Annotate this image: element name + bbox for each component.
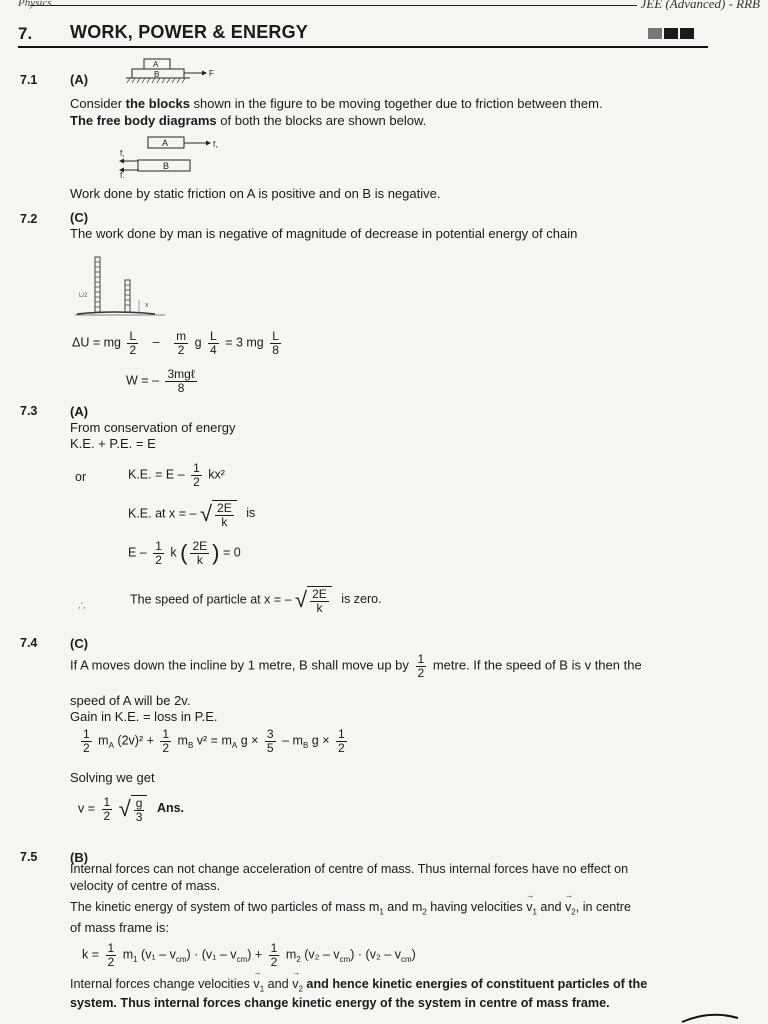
question-number: 7.5: [20, 850, 38, 864]
q75-line1: Internal forces can not change acceleration of centre of mass. Thus internal forces have no effect on: [70, 862, 629, 876]
speed-result: v = $\frac{1}{2}$ √ $\frac{g}{3}$ Ans.: [78, 795, 185, 824]
q75-line4: of mass frame is:: [70, 920, 169, 935]
page-curl-decoration: [680, 1008, 740, 1024]
q73-line2: K.E. + P.E. = E: [70, 436, 156, 451]
q75-line3: The kinetic energy of system of two particles of mass $m_1$ and $m_2$ having velocities → $v_1$ and → $v_2$, in centre: [70, 900, 631, 917]
fig-l-label: L/2: [79, 293, 88, 299]
question-number: 7.1: [20, 73, 38, 87]
header-rule: [30, 5, 740, 6]
answer-option: (A): [70, 404, 89, 419]
answer-option: (B): [70, 850, 89, 865]
chapter-title: WORK, POWER & ENERGY: [70, 22, 309, 42]
ke-at-x-line: K.E. at x = – √ $\frac{2E}{k}$ is: [128, 501, 256, 529]
fig-block-a-label: A: [153, 60, 159, 69]
question-number: 7.2: [20, 212, 38, 226]
fbd-f2-label: f,: [120, 149, 125, 158]
chapter-number: 7.: [18, 24, 33, 43]
q73-line1: From conservation of energy: [70, 420, 236, 435]
speed-conclusion: The speed of particle at x = – √ $\frac{2E}{k}$ is zero.: [130, 587, 382, 615]
answer-option: (A): [70, 72, 89, 87]
q72-statement: The work done by man is negative of magnitude of decrease in potential energy of chain: [70, 226, 578, 241]
answer-option: (C): [70, 636, 89, 651]
work-equation: W = – $\frac{\text{3mgℓ}}{8}$: [126, 367, 195, 395]
energy-check-equation: E – $\frac{1}{2}$ k ( $\frac{2E}{k}$ ) = 0: [128, 539, 241, 567]
q74-line2: speed of A will be 2v.: [70, 693, 191, 708]
series-label: JEE (Advanced) - RRB: [637, 0, 760, 12]
fbd-f1-label: f,: [213, 140, 218, 149]
cm-kinetic-energy-equation: k = $\frac{1}{2}$ $m_1$ $(v_1 - v_{cm}) \cdot (v_1 - v_{cm})$ + $\frac{1}{2}$ $m_2$ $(v_2 - v_{cm}) \cdot (v_2 - v_{cm})$: [82, 941, 416, 969]
q71-line1: Consider the blocks shown in the figure to be moving together due to friction between them.: [70, 96, 603, 111]
q75-line6: system. Thus internal forces change kinetic energy of the system in centre of mass frame.: [70, 996, 610, 1010]
question-number: 7.3: [20, 404, 38, 418]
chapter-rule: [18, 46, 708, 48]
therefore-symbol: ∴: [78, 599, 86, 613]
q71-conclusion: Work done by static friction on A is positive and on B is negative.: [70, 186, 441, 201]
chapter-decoration-icon: [646, 27, 694, 42]
q74-line1: If A moves down the incline by 1 metre, B shall move up by $\frac{1}{2}$ metre. If the speed of B is v then the: [70, 652, 642, 680]
or-label: or: [75, 470, 87, 484]
question-number: 7.4: [20, 636, 38, 650]
subject-label: Physics: [18, 0, 52, 9]
fbd-b-label: B: [163, 161, 170, 171]
fig-x-label: x: [145, 302, 149, 309]
q74-line3: Gain in K.E. = loss in P.E.: [70, 709, 218, 724]
q71-line2: The free body diagrams of both the blocks are shown below.: [70, 113, 427, 128]
answer-option: (C): [70, 210, 89, 225]
fbd-a-label: A: [162, 138, 169, 148]
blocks-friction-figure: [122, 56, 222, 88]
energy-balance-equation: $\frac{1}{2}$ $m_A$ (2v)² + $\frac{1}{2}$ $m_B$ $v^2 = m_A$ g × $\frac{3}{5}$ – $m_B$ g × $\frac{1}{2}$: [83, 727, 345, 755]
delta-u-equation: ΔU = mg $\frac{L}{2}$ – $\frac{m}{2}$ g $\frac{L}{4}$ = 3 mg $\frac{L}{8}$: [72, 329, 279, 357]
q74-solving: Solving we get: [70, 770, 155, 785]
chain-figure: [75, 252, 170, 322]
free-body-diagram: [118, 134, 228, 178]
q75-line2: velocity of centre of mass.: [70, 878, 221, 893]
fig-block-b-label: B: [154, 70, 160, 79]
fbd-f3-label: f,: [120, 171, 125, 178]
q75-line5: Internal forces change velocities → $v_1$ and → $v_2$ and hence kinetic energies of constituent particles of the: [70, 977, 647, 994]
ke-equation: K.E. = E – $\frac{1}{2}$ kx²: [128, 461, 225, 489]
fig-force-label: F: [209, 69, 214, 78]
